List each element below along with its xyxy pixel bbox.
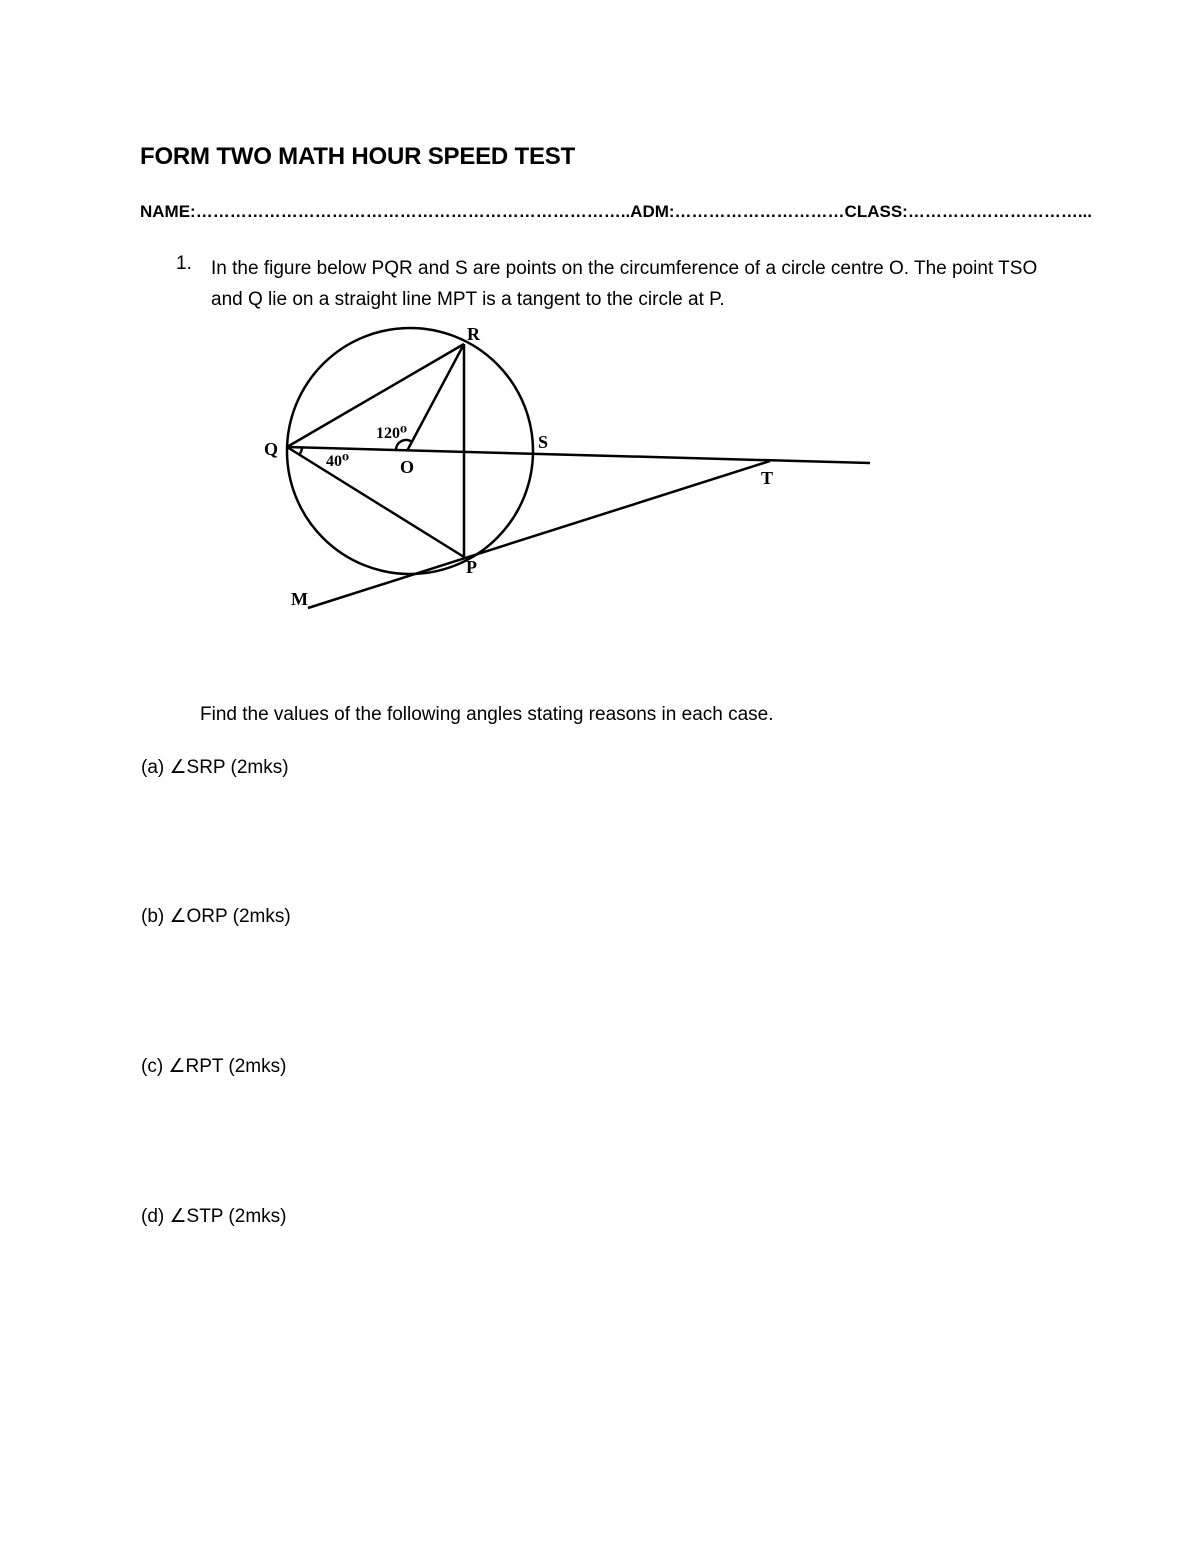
angle-120-label: 120⁰ [376,425,408,442]
part-d: (d) ∠STP (2mks) [141,1206,287,1227]
part-c: (c) ∠RPT (2mks) [141,1056,287,1077]
instruction-text: Find the values of the following angles stating reasons in each case. [200,704,774,725]
label-o: O [400,457,415,477]
page-title: FORM TWO MATH HOUR SPEED TEST [140,143,576,170]
line-tangent-mt [308,461,770,608]
line-qt-extended [287,447,870,463]
circle-geometry-figure [250,320,890,620]
part-a: (a) ∠SRP (2mks) [141,757,289,778]
label-p: P [466,557,477,577]
question-text: In the figure below PQR and S are points on the circumference of a circle centre O. The point TSO and Q lie on a straight line MPT is a tangent to the circle at P. [211,258,1038,310]
label-s: S [538,432,549,452]
part-b: (b) ∠ORP (2mks) [141,906,291,927]
label-q: Q [264,439,279,459]
label-t: T [761,468,774,488]
angle-arc-40 [299,448,302,455]
angle-40-label: 40⁰ [326,453,350,470]
line-qp [287,447,464,557]
label-r: R [467,324,480,344]
student-info-line: NAME:…………………………………………………………………..ADM:…………………………CLASS:…………………………... [140,202,1092,221]
label-m: M [291,589,308,609]
question-number: 1. [176,253,192,274]
